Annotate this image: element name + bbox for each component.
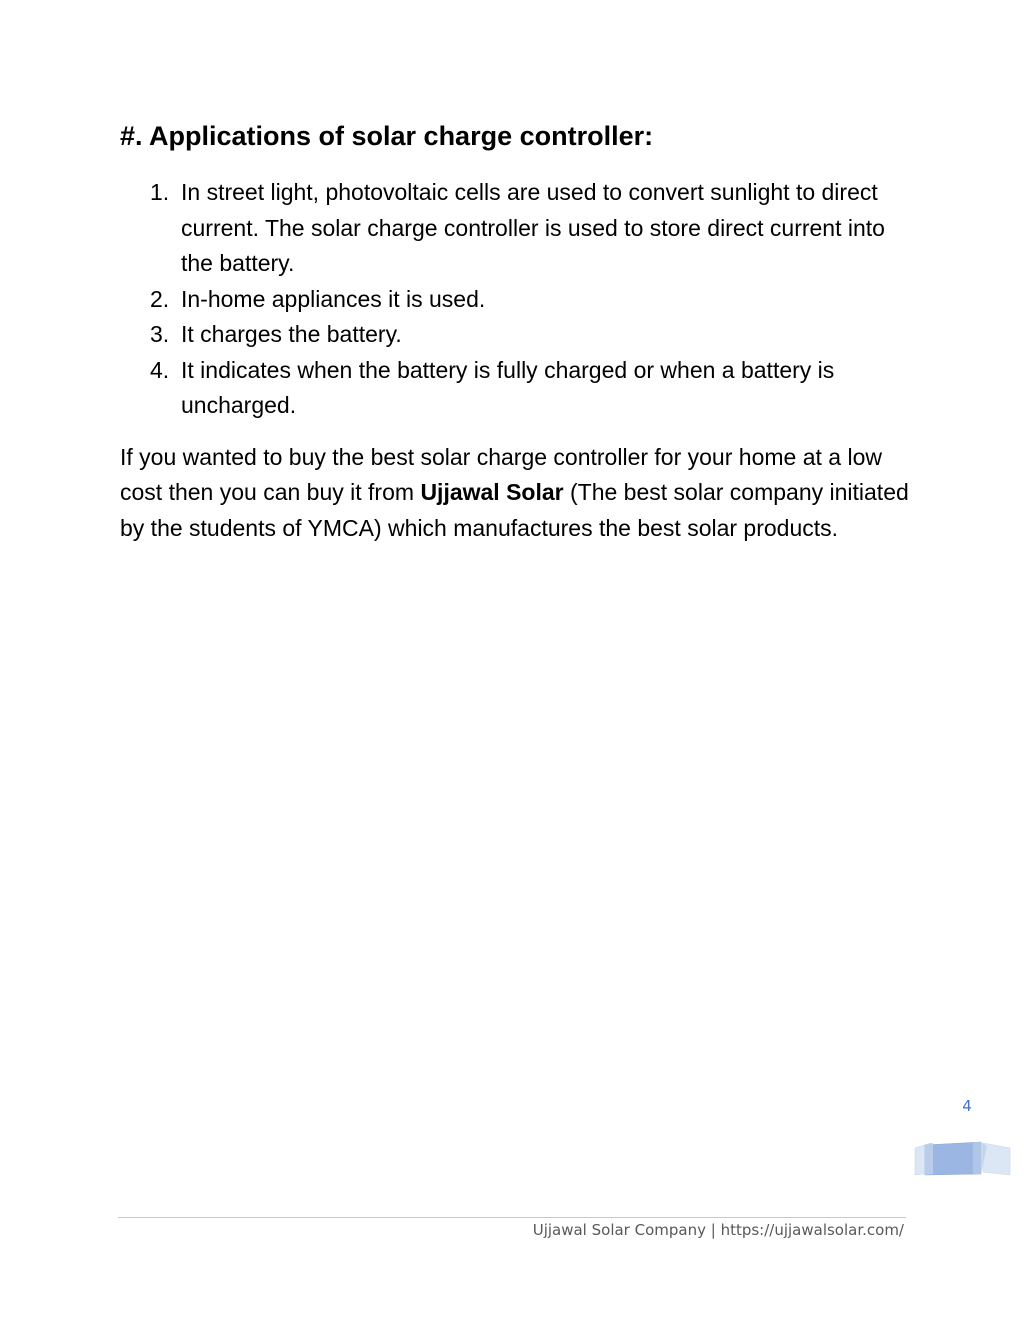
footer-text: Ujjawal Solar Company | https://ujjawalsolar.com/ xyxy=(532,1221,904,1239)
paragraph-text-after: (The best solar company initiated by the students of YMCA) which manufactures the best solar products. xyxy=(120,479,909,541)
company-name-bold: Ujjawal Solar xyxy=(420,479,564,506)
page-ribbon-graphic xyxy=(913,1140,1013,1178)
ribbon-back-right xyxy=(983,1143,1010,1175)
list-number: 1. xyxy=(150,179,170,205)
ribbon-fold-left xyxy=(925,1143,933,1175)
list-item xyxy=(150,317,910,353)
list-text: It charges the battery. xyxy=(181,321,402,347)
list-item xyxy=(150,282,910,318)
ribbon-front xyxy=(925,1142,981,1175)
list-item xyxy=(150,353,910,424)
list-number: 3. xyxy=(150,321,170,347)
list-number: 4. xyxy=(150,356,170,383)
applications-list xyxy=(150,175,910,424)
footer-divider xyxy=(118,1217,906,1218)
list-text: In-home appliances it is used. xyxy=(181,285,486,312)
list-item xyxy=(150,175,910,282)
closing-paragraph xyxy=(120,440,910,546)
section-heading: #. Applications of solar charge controller: xyxy=(120,121,654,151)
paragraph-text-before: If you wanted to buy the best solar charge controller for your home at a low cost then you can buy it from xyxy=(120,444,882,506)
list-text: In street light, photovoltaic cells are used to convert sunlight to direct current. The solar charge controller is used to store direct current into the battery. xyxy=(181,179,885,276)
page-number: 4 xyxy=(962,1097,972,1115)
list-number: 2. xyxy=(150,285,170,312)
list-text: It indicates when the battery is fully charged or when a battery is uncharged. xyxy=(181,356,835,418)
